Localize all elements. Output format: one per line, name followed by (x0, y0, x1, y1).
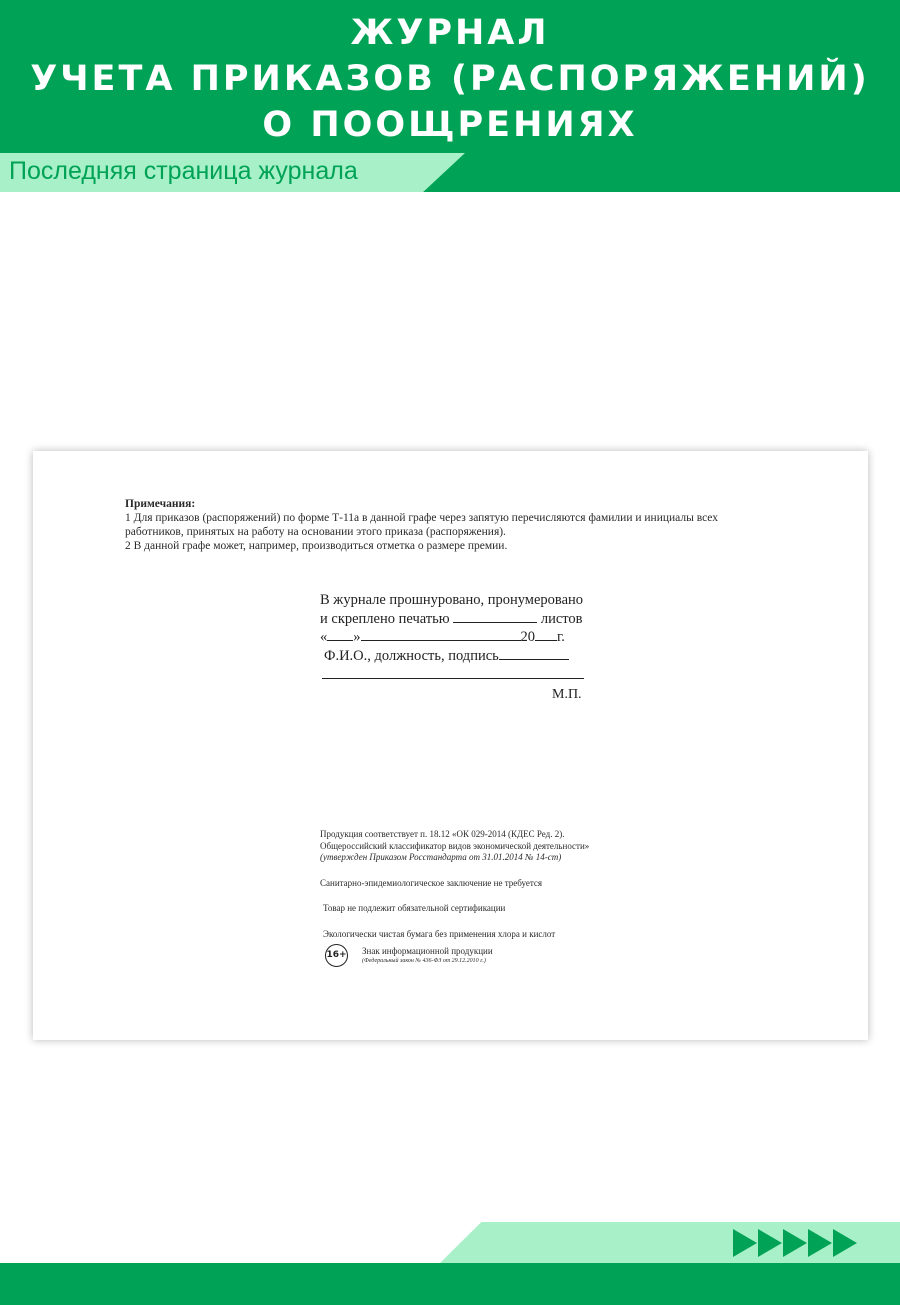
arrow-right-icon (733, 1229, 757, 1257)
age-rating-text (362, 946, 493, 966)
eco-text: Экологически чистая бумага без применения хлора и кислот (323, 928, 556, 939)
note-item-2: 2 В данной графе может, например, производиться отметка о размере премии. (125, 540, 508, 552)
notes-heading: Примечания: (125, 498, 196, 510)
date-close-quote: » (353, 629, 361, 645)
law-reference: (Федеральный закон № 436-ФЗ от 29.12.2010 г.) (362, 958, 486, 964)
footer-bar (0, 1263, 900, 1305)
sanitary-text: Санитарно-эпидемиологическое заключение не требуется (320, 877, 543, 888)
page-title (0, 10, 900, 148)
arrow-right-icon (758, 1229, 782, 1257)
product-info (320, 829, 620, 970)
arrow-right-icon (833, 1229, 857, 1257)
spacer (320, 889, 620, 903)
info-sign-label: Знак информационной продукции (362, 946, 493, 956)
stitch-line-2 (320, 610, 590, 629)
day-blank (327, 628, 353, 641)
month-blank (361, 628, 521, 641)
arrows-decoration (733, 1229, 858, 1257)
stitch-line-1: В журнале прошнуровано, пронумеровано (320, 592, 584, 608)
signature-label: Ф.И.О., должность, подпись (324, 647, 499, 664)
title-line-1: ЖУРНАЛ (350, 13, 550, 53)
date-open-quote: « (320, 629, 328, 645)
stitch-date-line (320, 628, 590, 647)
stitch-signature-line (320, 647, 590, 666)
signature-blank (499, 647, 569, 660)
year-blank (535, 628, 557, 641)
spacer (320, 915, 620, 929)
title-line-2: УЧЕТА ПРИКАЗОВ (РАСПОРЯЖЕНИЙ) (30, 59, 870, 99)
age-rating-icon: 16+ (325, 944, 348, 967)
title-line-3: О ПООЩРЕНИЯХ (262, 105, 638, 145)
approval-text: (утвержден Приказом Росстандарта от 31.01.2014 № 14-ст) (320, 852, 562, 862)
journal-last-page (33, 451, 868, 1040)
stamp-place-label: М.П. (552, 687, 582, 702)
spacer (320, 864, 620, 878)
sheet-count-blank (453, 610, 537, 623)
arrow-right-icon (783, 1229, 807, 1257)
year-suffix: г. (557, 629, 565, 645)
page-subtitle: Последняя страница журнала (9, 157, 358, 185)
year-prefix: 20 (520, 629, 535, 645)
arrow-right-icon (808, 1229, 832, 1257)
signature-extra-line (322, 665, 584, 679)
stitch-line-2-end: листов (540, 610, 583, 627)
certification-text: Товар не подлежит обязательной сертификации (323, 903, 506, 913)
binding-certification (320, 591, 590, 679)
stitch-line-2-start: и скреплено печатью (320, 610, 450, 627)
age-rating-row (320, 944, 620, 970)
note-item-1: 1 Для приказов (распоряжений) по форме Т-11а в данной графе через запятую перечисляются фамилии и инициалы всех работников, принятых на работу на основании этого приказа (распоряжения). (125, 512, 719, 538)
notes-block (125, 497, 765, 553)
compliance-text: Продукция соответствует п. 18.12 «ОК 029-2014 (КДЕС Ред. 2). (320, 829, 565, 839)
classifier-text: Общероссийский классификатор видов экономической деятельности» (320, 840, 590, 851)
